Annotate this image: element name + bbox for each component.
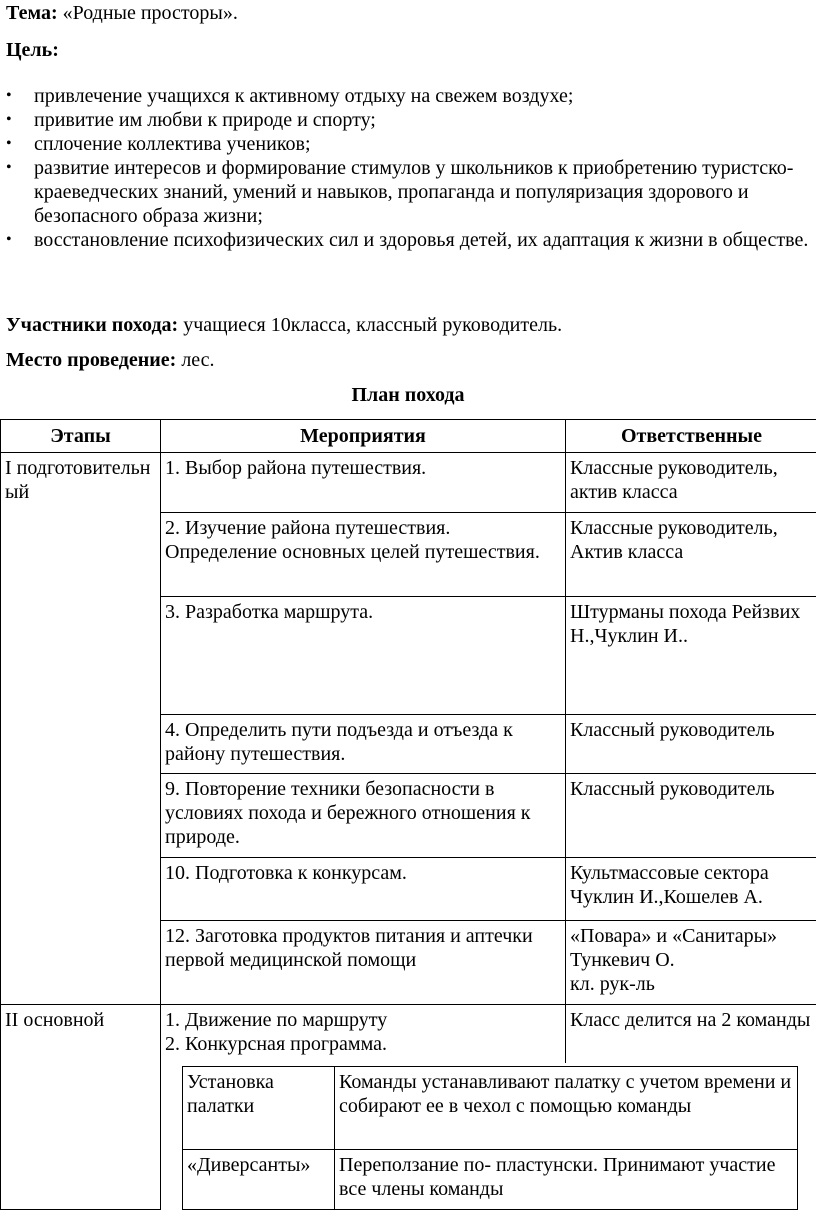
contest-row — [183, 1066, 798, 1149]
activity-cell: 1. Движение по маршруту 2. Конкурсная программа. — [161, 1005, 566, 1063]
column-header-stages: Этапы — [1, 420, 161, 453]
goal-label: Цель: — [6, 39, 59, 61]
stage-1-cell: I подготовительный — [1, 453, 161, 1005]
place-line — [6, 348, 215, 372]
contest-table — [182, 1066, 798, 1210]
participants-line — [6, 313, 562, 337]
goal-item: • привлечение учащихся к активному отдыху на свежем воздухе; — [6, 85, 574, 107]
theme-line — [6, 1, 238, 25]
table-header-row — [1, 420, 816, 453]
theme-value: «Родные просторы». — [57, 2, 238, 24]
bullet-icon: • — [6, 231, 12, 248]
contest-description: Переползание по- пластунски. Принимают участие все члены команды — [335, 1149, 798, 1209]
goals-list — [0, 84, 810, 252]
activity-cell: 4. Определить пути подъезда и отъезда к району путешествия. — [161, 715, 566, 774]
contest-name: «Диверсанты» — [183, 1149, 335, 1209]
participants-value: учащиеся 10класса, классный руководитель. — [178, 314, 563, 336]
contest-name: Установка палатки — [183, 1066, 335, 1149]
goal-heading — [6, 38, 59, 62]
responsible-cell: Класс делится на 2 команды — [566, 1005, 816, 1063]
activity-cell: 2. Изучение района путешествия. Определение основных целей путешествия. — [161, 513, 566, 597]
goal-item: • восстановление психофизических сил и здоровья детей, их адаптация к жизни в обществе. — [6, 229, 809, 251]
plan-title: План похода — [351, 384, 465, 406]
place-label: Место проведение: — [6, 349, 177, 371]
responsible-cell: Классный руководитель — [566, 715, 816, 774]
bullet-icon: • — [6, 159, 12, 176]
goal-item: • развитие интересов и формирование стимулов у школьников к приобретению туристско-краеведческих знаний, умений и навыков, пропаганда и популяризация здорового и безопасного образа жизни; — [6, 157, 794, 227]
responsible-cell: Классные руководитель, актив класса — [566, 453, 816, 513]
responsible-cell: Классные руководитель, Актив класса — [566, 513, 816, 597]
table-row — [1, 453, 816, 513]
activity-cell: 1. Выбор района путешествия. — [161, 453, 566, 513]
activity-cell: 9. Повторение техники безопасности в условиях похода и бережного отношения к природе. — [161, 774, 566, 858]
activity-cell: 12. Заготовка продуктов питания и аптечки первой медицинской помощи — [161, 921, 566, 1005]
contest-description: Команды устанавливают палатку с учетом времени и собирают ее в чехол с помощью команды — [335, 1066, 798, 1149]
activity-cell: 3. Разработка маршрута. — [161, 597, 566, 715]
goal-item: • привитие им любви к природе и спорту; — [6, 109, 376, 131]
bullet-icon: • — [6, 111, 12, 128]
stage-2-cell: II основной — [1, 1005, 161, 1210]
contest-row — [183, 1149, 798, 1209]
participants-label: Участники похода: — [6, 314, 179, 336]
plan-table — [0, 419, 816, 1210]
column-header-responsible: Ответственные — [566, 420, 816, 453]
place-value: лес. — [176, 349, 215, 371]
bullet-icon: • — [6, 87, 12, 104]
contest-cell — [161, 1063, 816, 1210]
responsible-cell: Культмассовые сектора Чуклин И.,Кошелев А. — [566, 858, 816, 921]
goal-item: • сплочение коллектива учеников; — [6, 133, 311, 155]
responsible-cell: Классный руководитель — [566, 774, 816, 858]
theme-label: Тема: — [6, 2, 58, 24]
responsible-cell: «Повара» и «Санитары» Тункевич О. кл. рук-ль — [566, 921, 816, 1005]
column-header-activities: Мероприятия — [161, 420, 566, 453]
activity-cell: 10. Подготовка к конкурсам. — [161, 858, 566, 921]
table-row — [1, 1005, 816, 1063]
bullet-icon: • — [6, 135, 12, 152]
responsible-cell: Штурманы похода Рейзвих Н.,Чуклин И.. — [566, 597, 816, 715]
